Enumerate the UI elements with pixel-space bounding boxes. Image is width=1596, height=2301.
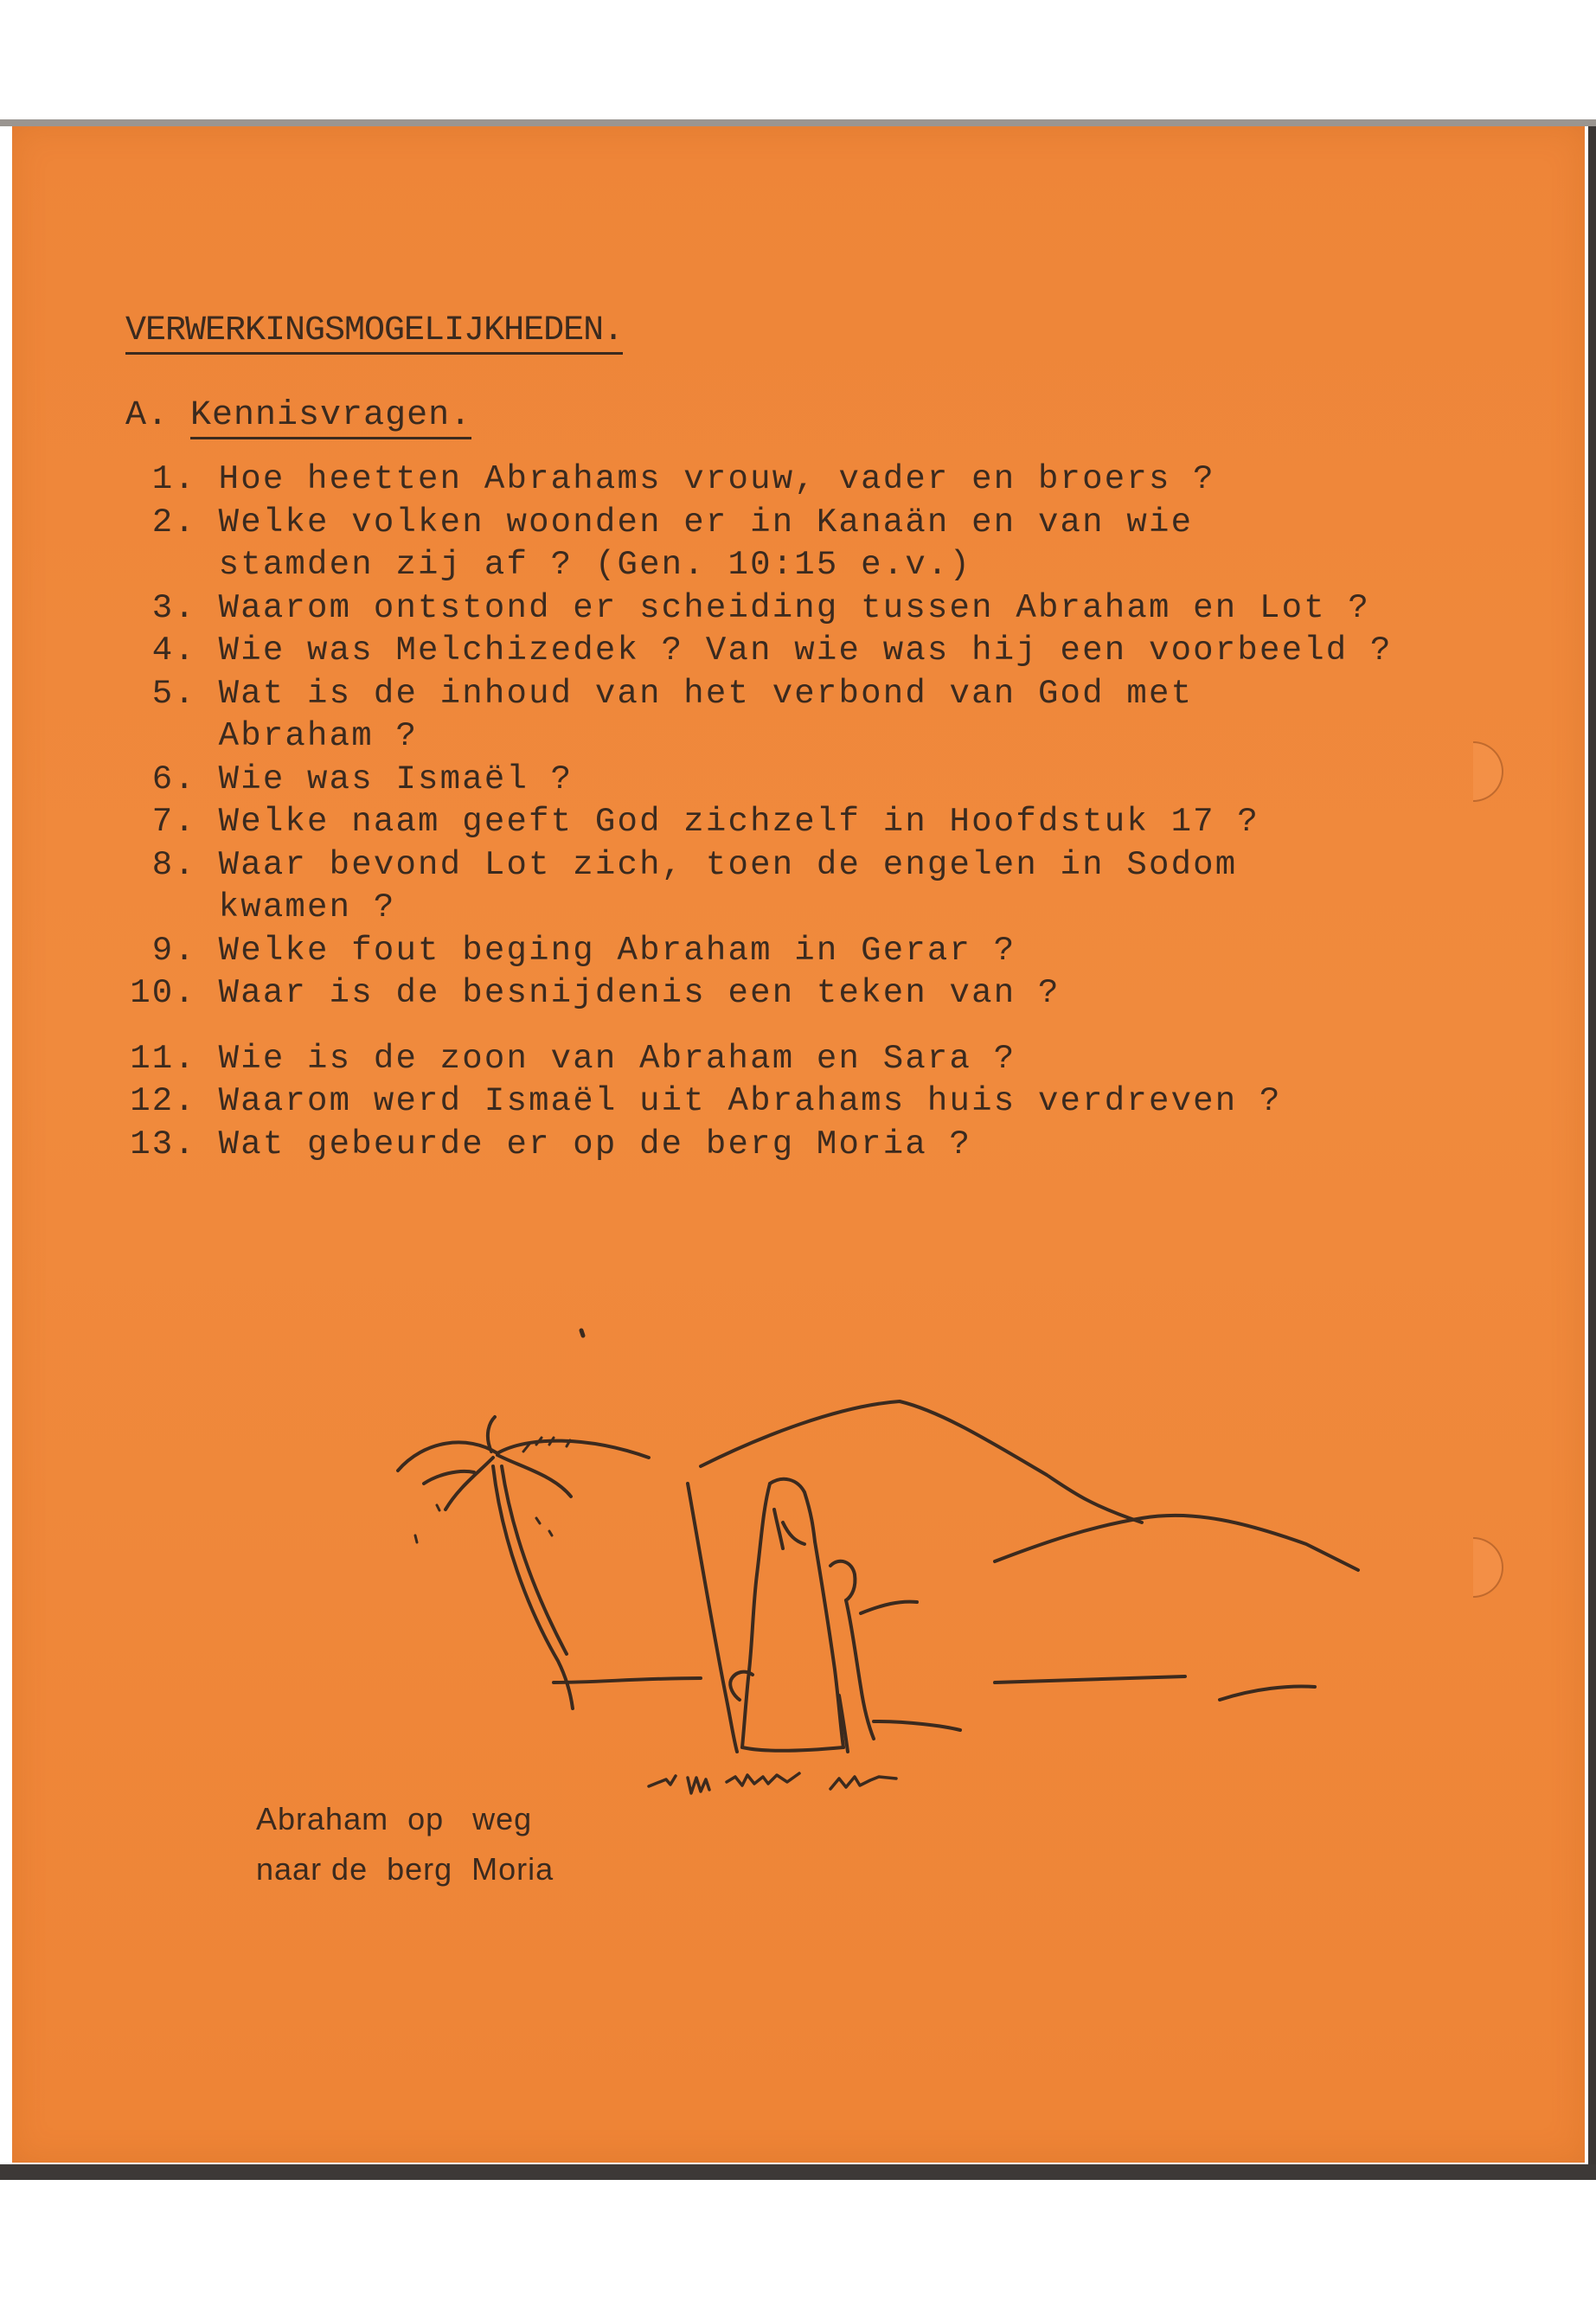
- question-number: 13.: [130, 1125, 196, 1163]
- question-list: [108, 458, 1492, 1166]
- question-item: [108, 801, 1492, 844]
- question-text: Wie is de zoon van Abraham en Sara ?: [218, 1039, 1016, 1078]
- question-number: 7.: [151, 803, 196, 841]
- question-text: Wie was Ismaël ?: [218, 760, 574, 798]
- question-item: [108, 587, 1492, 631]
- question-continuation: [108, 887, 1492, 930]
- question-text: Welke volken woonden er in Kanaän en van wie: [218, 503, 1194, 542]
- question-item: [108, 972, 1492, 1016]
- question-continuation: [108, 715, 1492, 759]
- question-number: 5.: [151, 674, 196, 713]
- question-text: Waarom werd Ismaël uit Abrahams huis verdreven ?: [218, 1082, 1282, 1120]
- question-text: Waar is de besnijdenis een teken van ?: [218, 974, 1061, 1012]
- question-item: [108, 1124, 1492, 1167]
- question-item: [108, 759, 1492, 802]
- question-item: [108, 1038, 1492, 1081]
- page-heading: VERWERKINGSMOGELIJKHEDEN.: [125, 311, 623, 355]
- scan-bottom-edge: [0, 2164, 1596, 2180]
- question-item: [108, 502, 1492, 545]
- question-number: 1.: [151, 460, 196, 498]
- question-number: 3.: [151, 588, 196, 627]
- question-number: 12.: [130, 1082, 196, 1120]
- question-text: Waarom ontstond er scheiding tussen Abraham en Lot ?: [218, 588, 1371, 627]
- scan-right-edge: [1588, 126, 1596, 2176]
- question-item: [108, 1080, 1492, 1124]
- section-title: Kennisvragen.: [190, 396, 471, 439]
- scan-top-edge: [0, 119, 1596, 126]
- question-continuation: [108, 544, 1492, 587]
- question-item: [108, 673, 1492, 716]
- question-text: Abraham ?: [218, 717, 419, 755]
- section-heading: [125, 396, 471, 435]
- question-text: Waar bevond Lot zich, toen de engelen in Sodom: [218, 845, 1238, 884]
- caption-line-2: naar de berg Moria: [256, 1851, 554, 1887]
- question-number: 9.: [151, 931, 196, 970]
- question-number: 2.: [151, 503, 196, 542]
- question-number: 6.: [151, 760, 196, 798]
- question-text: Wat is de inhoud van het verbond van God met: [218, 674, 1194, 713]
- question-number: 11.: [130, 1039, 196, 1078]
- question-text: stamden zij af ? (Gen. 10:15 e.v.): [218, 546, 972, 584]
- question-text: Hoe heetten Abrahams vrouw, vader en broers ?: [218, 460, 1215, 498]
- question-number: 10.: [130, 974, 196, 1012]
- question-item: [108, 844, 1492, 888]
- question-text: Welke fout beging Abraham in Gerar ?: [218, 931, 1016, 970]
- abraham-walking-drawing-icon: [389, 1315, 1384, 1868]
- question-number: 4.: [151, 631, 196, 670]
- question-text: Wat gebeurde er op de berg Moria ?: [218, 1125, 972, 1163]
- question-item: [108, 930, 1492, 973]
- section-label: A.: [125, 396, 170, 435]
- caption-line-1: Abraham op weg: [256, 1801, 533, 1836]
- question-number: 8.: [151, 845, 196, 884]
- question-item: [108, 458, 1492, 502]
- question-text: kwamen ?: [218, 888, 396, 926]
- question-text: Welke naam geeft God zichzelf in Hoofdstuk 17 ?: [218, 803, 1259, 841]
- question-item: [108, 630, 1492, 673]
- question-text: Wie was Melchizedek ? Van wie was hij een voorbeeld ?: [218, 631, 1393, 670]
